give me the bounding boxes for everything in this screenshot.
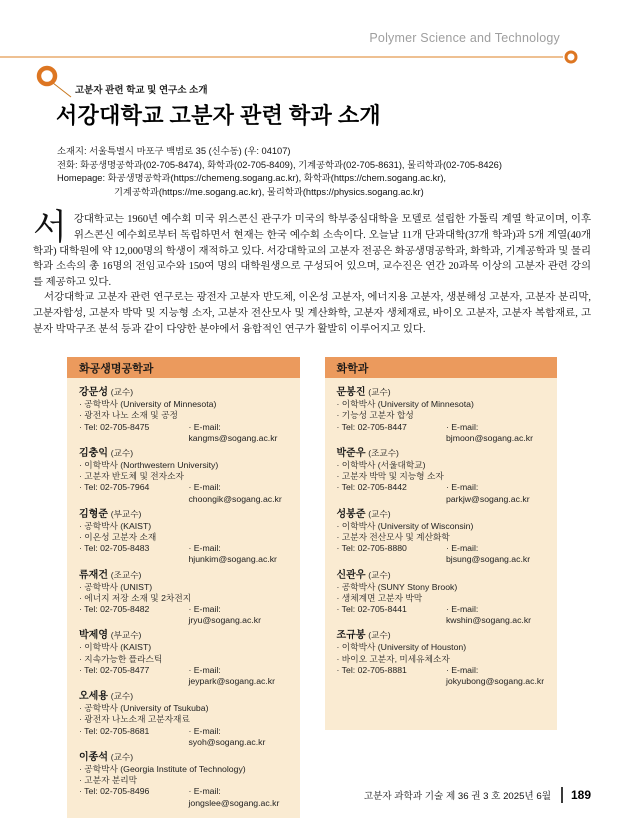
faculty-contact-row: [337, 482, 548, 504]
faculty-degree: · 공학박사 (University of Tsukuba): [79, 703, 209, 714]
department-box: [325, 357, 558, 730]
faculty-area: · 이온성 고분자 소재: [79, 531, 157, 542]
faculty-entry: [79, 569, 290, 627]
faculty-email: · E-mail: kwshin@sogang.ac.kr: [445, 603, 532, 626]
faculty-email: · E-mail: syoh@sogang.ac.kr: [188, 725, 266, 747]
faculty-contact-row: [337, 422, 548, 444]
faculty-tel: · Tel: 02-705-8681: [79, 725, 150, 736]
journal-issue-info: 고분자 과학과 기술 제 36 권 3 호 2025년 6월: [363, 791, 551, 802]
faculty-position: (교수): [368, 630, 391, 641]
faculty-entry: [79, 508, 290, 566]
faculty-name: 성봉준: [336, 508, 366, 520]
intro-paragraphs: [33, 208, 591, 337]
faculty-position: (교수): [368, 387, 391, 398]
faculty-name-row: [337, 386, 548, 399]
faculty-name-row: [79, 690, 290, 703]
faculty-email: · E-mail: bjsung@sogang.ac.kr: [445, 543, 531, 565]
faculty-contact-row: [79, 422, 290, 444]
faculty-contact-row: [337, 543, 548, 565]
faculty-position: (교수): [368, 508, 391, 519]
faculty-entry: [79, 447, 290, 505]
faculty-tel: · Tel: 02-705-8477: [79, 664, 150, 675]
faculty-email: · E-mail: bjmoon@sogang.ac.kr: [445, 421, 534, 443]
faculty-name: 강문성: [79, 387, 108, 399]
faculty-tel: · Tel: 02-705-8880: [336, 543, 407, 554]
faculty-email: · E-mail: hjunkim@sogang.ac.kr: [188, 543, 277, 565]
faculty-name-row: [337, 629, 548, 642]
faculty-email: · E-mail: jongslee@sogang.ac.kr: [188, 786, 280, 808]
faculty-degree: · 이학박사 (University of Wisconsin): [336, 520, 474, 531]
faculty-tel: · Tel: 02-705-8881: [336, 664, 407, 675]
faculty-entry: [337, 386, 548, 444]
footer-divider: [561, 787, 563, 803]
faculty-position: (조교수): [110, 569, 142, 580]
faculty-tel: · Tel: 02-705-8475: [79, 421, 150, 432]
faculty-area: · 광전자 나노 소재 및 공정: [79, 410, 178, 421]
faculty-position: (교수): [368, 569, 391, 580]
faculty-entry: [79, 690, 290, 748]
contact-homepage-line2: 기계공학과(https://me.sogang.ac.kr), 물리학과(https://physics.sogang.ac.kr): [114, 186, 424, 197]
faculty-area: · 지속가능한 플라스틱: [79, 653, 163, 664]
faculty-name: 신관우: [336, 569, 366, 581]
department-title: 화공생명공학과: [67, 357, 300, 378]
faculty-email: · E-mail: jokyubong@sogang.ac.kr: [445, 664, 545, 686]
faculty-area: · 광전자 나노소재 고분자재료: [79, 714, 190, 725]
faculty-name-row: [79, 386, 290, 399]
faculty-position: (교수): [110, 387, 134, 398]
contact-homepage-line1: Homepage: 화공생명공학과(https://chemeng.sogang.ac.kr), 화학과(https://chem.sogang.ac.kr),: [57, 173, 447, 184]
faculty-name-row: [79, 508, 290, 521]
faculty-entry: [79, 751, 290, 809]
faculty-list: [325, 378, 558, 730]
faculty-name: 류재건: [79, 569, 108, 581]
faculty-contact-row: [79, 604, 290, 626]
faculty-contact-row: [79, 482, 290, 504]
faculty-position: (교수): [110, 691, 134, 702]
intro-paragraph-1-text: 강대학교는 1960년 예수회 미국 위스콘신 관구가 미국의 학부중심대학을 모델로 설립한 가톨릭 계열 학교이며, 이후 위스콘신 예수회로부터 독립하면서 현재는 한국 예수회 소속이다. 오늘날 11개 단과대학(37개 학과)과 5개 계열(40개 학과) 대학원에 약 12,000명의 학생이 재적하고 있다. 서강대학교의 고분자 전공은 화공생명공학과, 화학과, 기계공학과 및 물리학과 소속의 총 16명의 전임교수와 150여 명의 대학원생으로 구성되어 있으며, 교수진은 연간 20과목 이상의 고분자 관련 강의를 제공하고 있다.: [33, 214, 591, 288]
intro-paragraph-2: 서강대학교 고분자 관련 연구로는 광전자 고분자 반도체, 이온성 고분자, 에너지용 고분자, 생분해성 고분자, 고분자 분리막, 고분자합성, 고분자 박막 및 지능형 소자, 고분자 전산모사 및 계산화학, 고분자 생체재료, 바이오 고분자, 고분자 복합재료, 고분자 박막구조 분석 등과 같이 다양한 분야에서 융합적인 연구가 활발히 이루어지고 있다.: [33, 292, 591, 335]
faculty-name-row: [337, 569, 548, 582]
faculty-area: · 고분자 박막 및 지능형 소자: [336, 471, 444, 482]
faculty-name-row: [79, 751, 290, 764]
faculty-degree: · 이학박사 (서울대학교): [336, 459, 426, 470]
faculty-name: 박제영: [79, 630, 108, 642]
faculty-area: · 바이오 고분자, 미세유체소자: [336, 653, 450, 664]
faculty-name-row: [337, 508, 548, 521]
faculty-tel: · Tel: 02-705-8442: [336, 482, 407, 493]
faculty-degree: · 공학박사 (SUNY Stony Brook): [336, 581, 458, 592]
faculty-position: (교수): [110, 447, 134, 458]
faculty-area: · 고분자 반도체 및 전자소자: [79, 471, 184, 482]
page-footer: [364, 787, 591, 803]
page-number: 189: [570, 788, 591, 802]
faculty-entry: [79, 629, 290, 687]
faculty-entry: [79, 386, 290, 444]
faculty-area: · 고분자 분리막: [79, 775, 138, 786]
department-title: 화학과: [325, 357, 558, 378]
faculty-degree: · 이학박사 (Northwestern University): [79, 459, 219, 470]
faculty-area: · 에너지 저장 소재 및 2차전지: [79, 592, 192, 603]
faculty-area: · 생체계면 고분자 박막: [336, 592, 423, 603]
faculty-contact-row: [79, 543, 290, 565]
faculty-contact-row: [79, 665, 290, 687]
faculty-name: 김충익: [79, 447, 108, 459]
intro-paragraph-1: [33, 208, 591, 290]
faculty-tel: · Tel: 02-705-8482: [79, 603, 150, 614]
faculty-name: 이종석: [79, 752, 108, 763]
faculty-degree: · 공학박사 (Georgia Institute of Technology): [79, 764, 246, 774]
faculty-contact-row: [79, 786, 290, 808]
faculty-position: (조교수): [368, 447, 399, 458]
faculty-position: (부교수): [110, 508, 142, 519]
faculty-degree: · 공학박사 (University of Minnesota): [79, 399, 217, 410]
faculty-entry: [337, 447, 548, 505]
faculty-area: · 기능성 고분자 합성: [336, 410, 414, 421]
faculty-entry: [337, 629, 548, 687]
faculty-tel: · Tel: 02-705-8483: [79, 543, 150, 554]
article-title: 서강대학교 고분자 관련 학과 소개: [56, 103, 381, 128]
dropcap: 서: [33, 208, 67, 248]
faculty-name-row: [79, 569, 290, 582]
faculty-degree: · 이학박사 (University of Minnesota): [336, 399, 474, 410]
faculty-tel: · Tel: 02-705-7964: [79, 482, 150, 493]
faculty-contact-row: [337, 604, 548, 626]
faculty-entry: [337, 508, 548, 566]
faculty-name-row: [79, 629, 290, 642]
faculty-degree: · 공학박사 (KAIST): [79, 520, 152, 531]
faculty-contact-row: [79, 726, 290, 748]
faculty-position: (교수): [110, 752, 134, 762]
faculty-name: 오세용: [79, 691, 108, 703]
faculty-name: 문봉진: [336, 387, 366, 399]
faculty-contact-row: [337, 665, 548, 687]
faculty-name: 김형준: [79, 508, 108, 520]
faculty-email: · E-mail: jryu@sogang.ac.kr: [188, 603, 262, 626]
faculty-name-row: [337, 447, 548, 460]
faculty-name: 박준우: [336, 447, 366, 459]
faculty-name: 조규봉: [336, 630, 366, 642]
faculty-degree: · 이학박사 (KAIST): [79, 642, 152, 653]
department-box: [67, 357, 300, 808]
faculty-email: · E-mail: choongik@sogang.ac.kr: [188, 482, 282, 504]
faculty-entry: [337, 569, 548, 627]
faculty-list: [67, 378, 300, 818]
faculty-tel: · Tel: 02-705-8447: [336, 421, 407, 432]
contact-phone: 전화: 화공생명공학과(02-705-8474), 화학과(02-705-8409), 기계공학과(02-705-8631), 물리학과(02-705-8426): [57, 159, 502, 170]
faculty-name-row: [79, 447, 290, 460]
contact-address: 소재지: 서울특별시 마포구 백범로 35 (신수동) (우: 04107): [57, 146, 291, 156]
contact-block: [57, 145, 592, 199]
article-category: 고분자 관련 학교 및 연구소 소개: [75, 85, 208, 96]
faculty-email: · E-mail: parkjw@sogang.ac.kr: [445, 482, 530, 504]
faculty-email: · E-mail: kangms@sogang.ac.kr: [188, 421, 278, 443]
faculty-email: · E-mail: jeypark@sogang.ac.kr: [188, 664, 276, 686]
faculty-degree: · 공학박사 (UNIST): [79, 581, 153, 592]
journal-name: Polymer Science and Technology: [369, 31, 560, 45]
faculty-tel: · Tel: 02-705-8496: [79, 786, 150, 797]
faculty-position: (부교수): [110, 630, 142, 641]
faculty-degree: · 이학박사 (University of Houston): [336, 642, 467, 653]
faculty-area: · 고분자 전산모사 및 계산화학: [336, 531, 450, 542]
faculty-tel: · Tel: 02-705-8441: [336, 603, 407, 614]
